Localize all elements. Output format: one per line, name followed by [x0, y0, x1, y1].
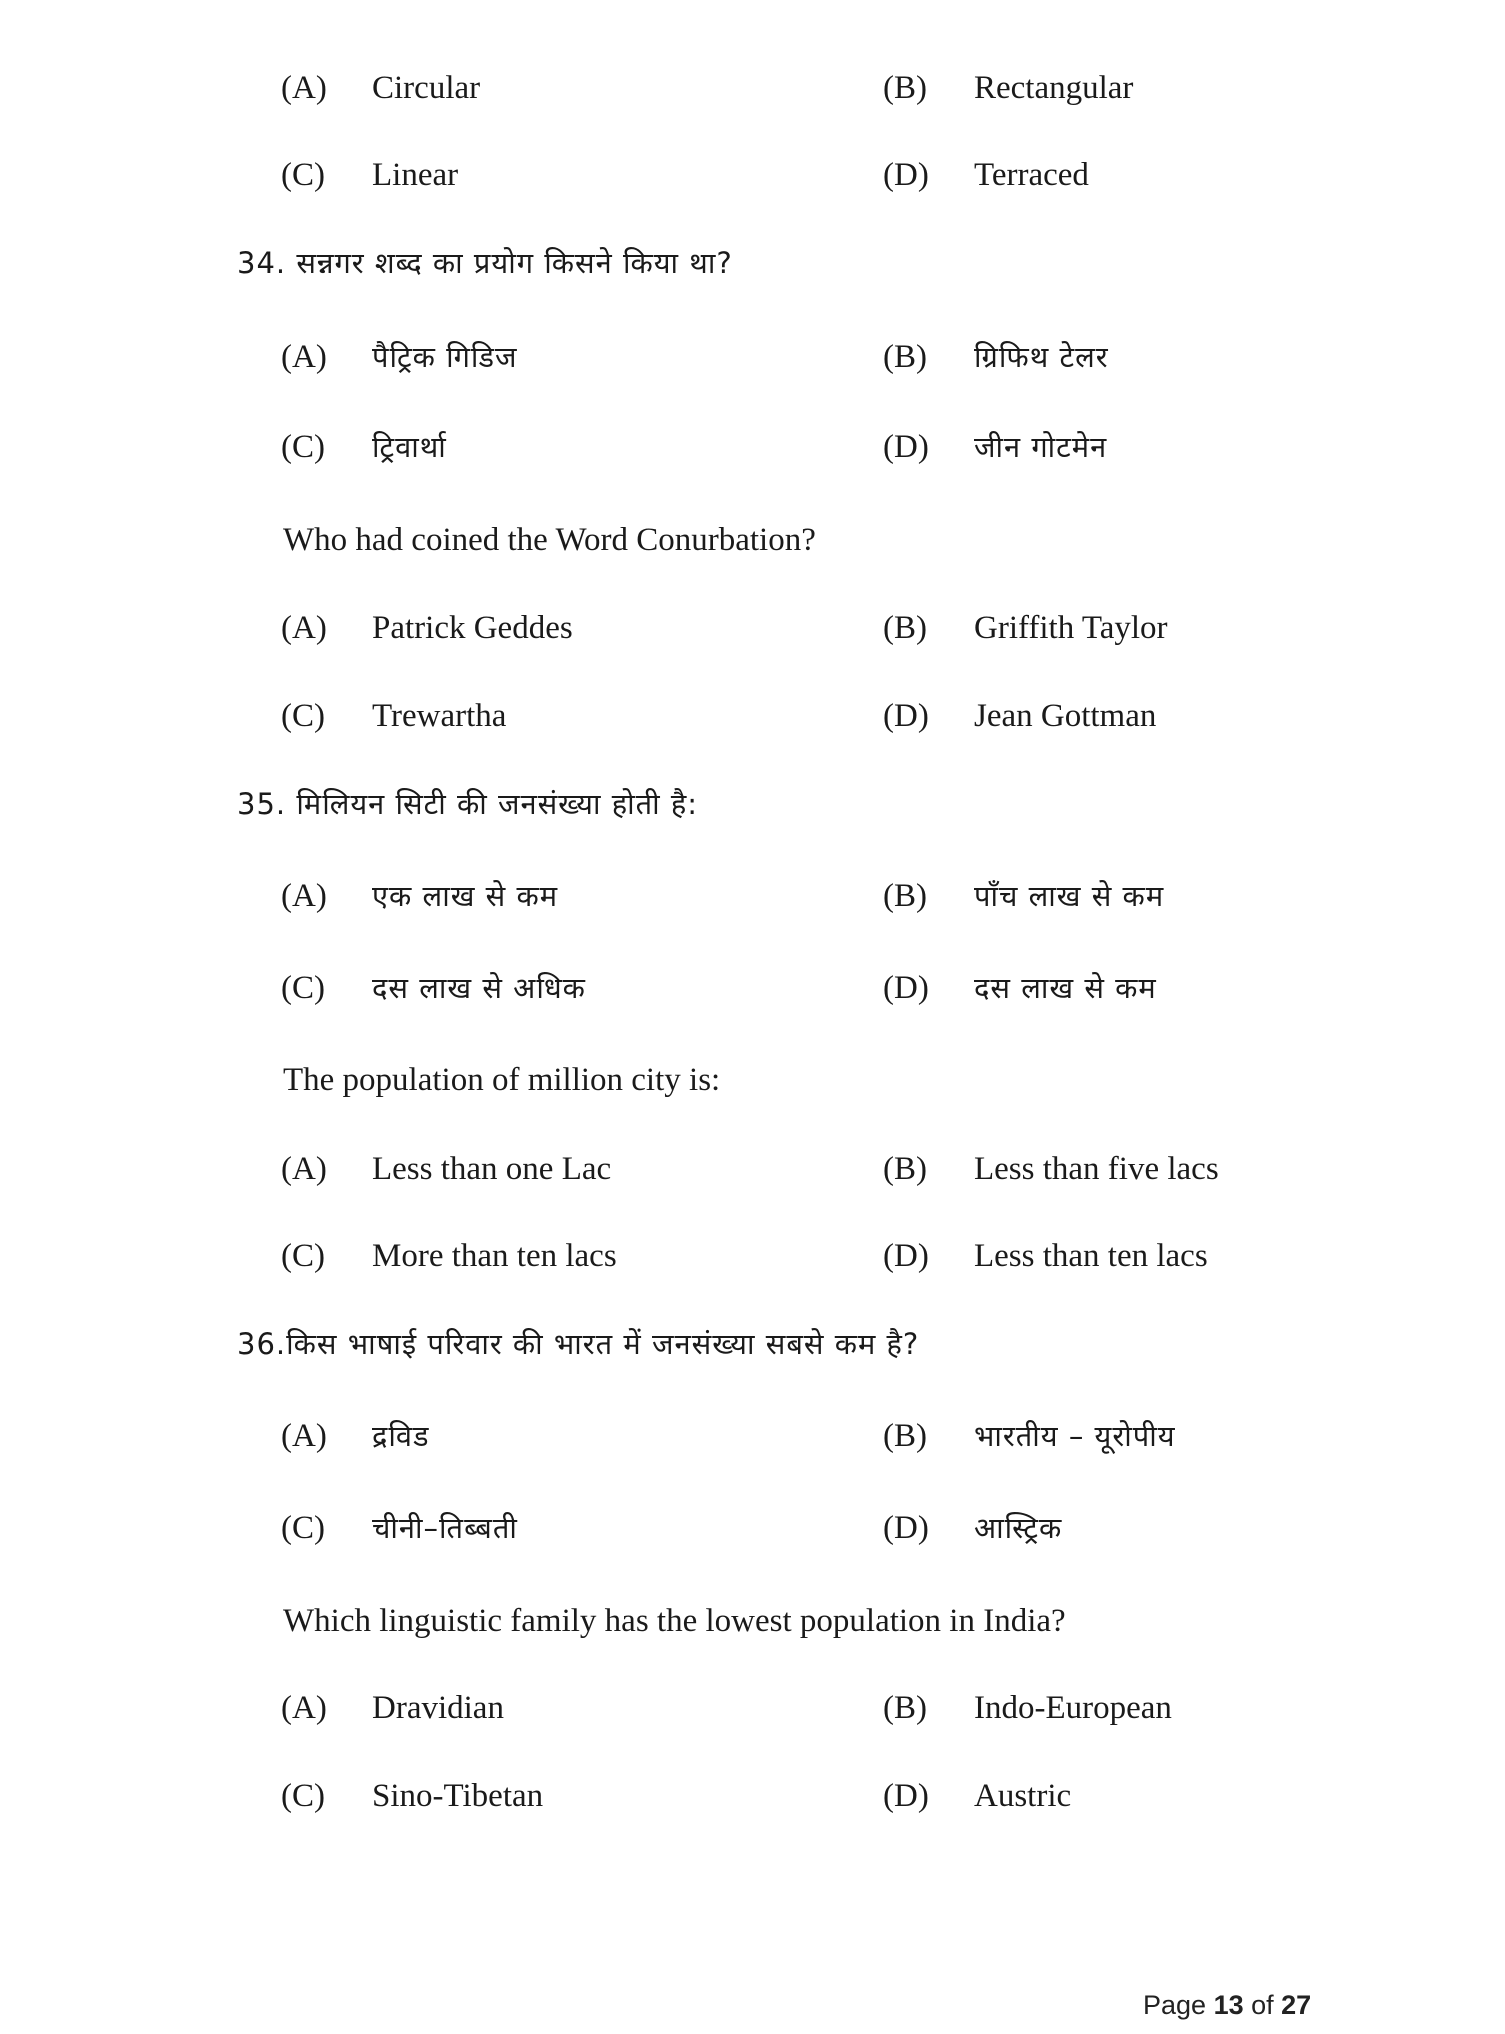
option-label: (B): [883, 610, 927, 646]
option-text: एक लाख से कम: [372, 879, 559, 913]
option-label: (A): [281, 610, 327, 646]
option-label: (A): [281, 1151, 327, 1187]
option-label: (B): [883, 1690, 927, 1726]
option-label: (D): [883, 157, 929, 193]
option-text: Dravidian: [372, 1690, 504, 1726]
option-label: (C): [281, 1238, 325, 1274]
option-text: दस लाख से अधिक: [372, 971, 586, 1005]
question-hindi: 35. मिलियन सिटी की जनसंख्या होती है:: [237, 787, 699, 821]
page-prefix: Page: [1143, 1990, 1214, 2020]
option-label: (A): [281, 339, 327, 375]
question-english: Who had coined the Word Conurbation?: [283, 522, 816, 558]
option-text: पैट्रिक गिडिज: [372, 340, 518, 374]
page-current: 13: [1213, 1990, 1244, 2020]
option-text: Sino-Tibetan: [372, 1778, 544, 1814]
option-label: (D): [883, 429, 929, 465]
option-label: (C): [281, 698, 325, 734]
option-label: (A): [281, 70, 327, 106]
option-label: (A): [281, 1418, 327, 1454]
option-label: (A): [281, 878, 327, 914]
option-text: Austric: [974, 1778, 1072, 1814]
option-label: (D): [883, 1510, 929, 1546]
question-english: The population of million city is:: [283, 1062, 721, 1098]
option-label: (D): [883, 970, 929, 1006]
option-text: Less than ten lacs: [974, 1238, 1208, 1274]
option-label: (C): [281, 1778, 325, 1814]
question-english: Which linguistic family has the lowest population in India?: [283, 1603, 1066, 1639]
option-text: Less than one Lac: [372, 1151, 612, 1187]
option-text: चीनी–तिब्बती: [372, 1511, 518, 1545]
option-text: जीन गोटमेन: [974, 430, 1108, 464]
option-text: ग्रिफिथ टेलर: [974, 340, 1109, 374]
question-hindi: 34. सन्नगर शब्द का प्रयोग किसने किया था?: [237, 246, 733, 280]
page-sep: of: [1243, 1990, 1282, 2020]
option-text: Terraced: [974, 157, 1089, 193]
option-label: (B): [883, 1418, 927, 1454]
option-text: Rectangular: [974, 70, 1134, 106]
option-text: भारतीय – यूरोपीय: [974, 1419, 1176, 1453]
option-text: Patrick Geddes: [372, 610, 573, 646]
option-text: Linear: [372, 157, 459, 193]
page-number: [1143, 1990, 1311, 2021]
option-label: (A): [281, 1690, 327, 1726]
option-label: (D): [883, 1238, 929, 1274]
option-label: (B): [883, 339, 927, 375]
option-text: Griffith Taylor: [974, 610, 1168, 646]
option-text: आस्ट्रिक: [974, 1511, 1063, 1545]
option-text: Jean Gottman: [974, 698, 1157, 734]
option-label: (C): [281, 1510, 325, 1546]
option-text: पाँच लाख से कम: [974, 879, 1165, 913]
option-text: Less than five lacs: [974, 1151, 1219, 1187]
option-label: (C): [281, 970, 325, 1006]
option-label: (B): [883, 70, 927, 106]
page-total: 27: [1281, 1990, 1312, 2020]
option-label: (B): [883, 1151, 927, 1187]
option-text: Trewartha: [372, 698, 507, 734]
option-label: (B): [883, 878, 927, 914]
option-text: Indo-European: [974, 1690, 1172, 1726]
option-label: (D): [883, 698, 929, 734]
question-hindi: 36.किस भाषाई परिवार की भारत में जनसंख्या सबसे कम है?: [237, 1327, 920, 1361]
option-text: Circular: [372, 70, 481, 106]
option-label: (D): [883, 1778, 929, 1814]
option-text: द्रविड: [372, 1419, 430, 1453]
option-label: (C): [281, 429, 325, 465]
option-text: दस लाख से कम: [974, 971, 1157, 1005]
option-label: (C): [281, 157, 325, 193]
option-text: ट्रिवार्था: [372, 430, 447, 464]
option-text: More than ten lacs: [372, 1238, 617, 1274]
